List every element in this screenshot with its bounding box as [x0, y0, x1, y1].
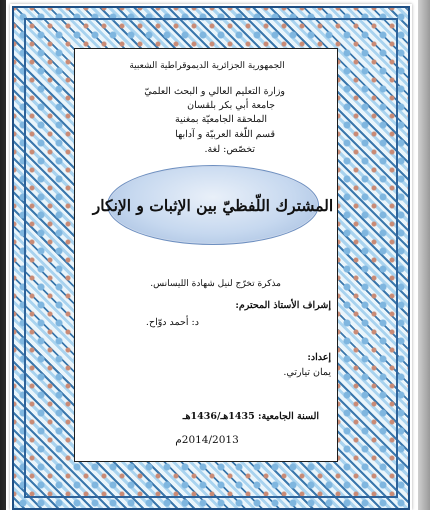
thesis-note: مذكرة تخرّج لنيل شهادة الليسانس.: [150, 279, 281, 289]
cover-content: [74, 48, 338, 462]
republic-line: الجمهورية الجزائرية الديموقراطية الشعبية: [129, 61, 285, 71]
department-line: قسم اللّغة العربيّة و آدابها: [175, 129, 275, 140]
academic-year-hijri: السنة الجامعية: 1435هـ/1436هـ: [182, 411, 319, 422]
supervisor-name: د: أحمد دوّاح.: [145, 317, 199, 328]
student-name: يمان تيارتي.: [283, 367, 331, 378]
supervisor-label: إشراف الأستاذ المحترم:: [235, 300, 331, 311]
specialty-line: تخصّص: لغة.: [204, 144, 255, 155]
ministry-line: وزارة التعليم العالي و البحث العلميّ: [144, 86, 285, 97]
university-line: جامعة أبي بكر بلقسان: [187, 100, 275, 111]
prepared-by-label: إعداد:: [307, 352, 331, 363]
thesis-title: المشترك اللّفظيّ بين الإثبات و الإنكار: [92, 195, 334, 215]
title-ellipse: [92, 165, 334, 245]
annex-line: الملحقة الجامعيّة بمغنية: [175, 114, 267, 125]
academic-year-gregorian: 2014/2013م: [175, 434, 239, 446]
